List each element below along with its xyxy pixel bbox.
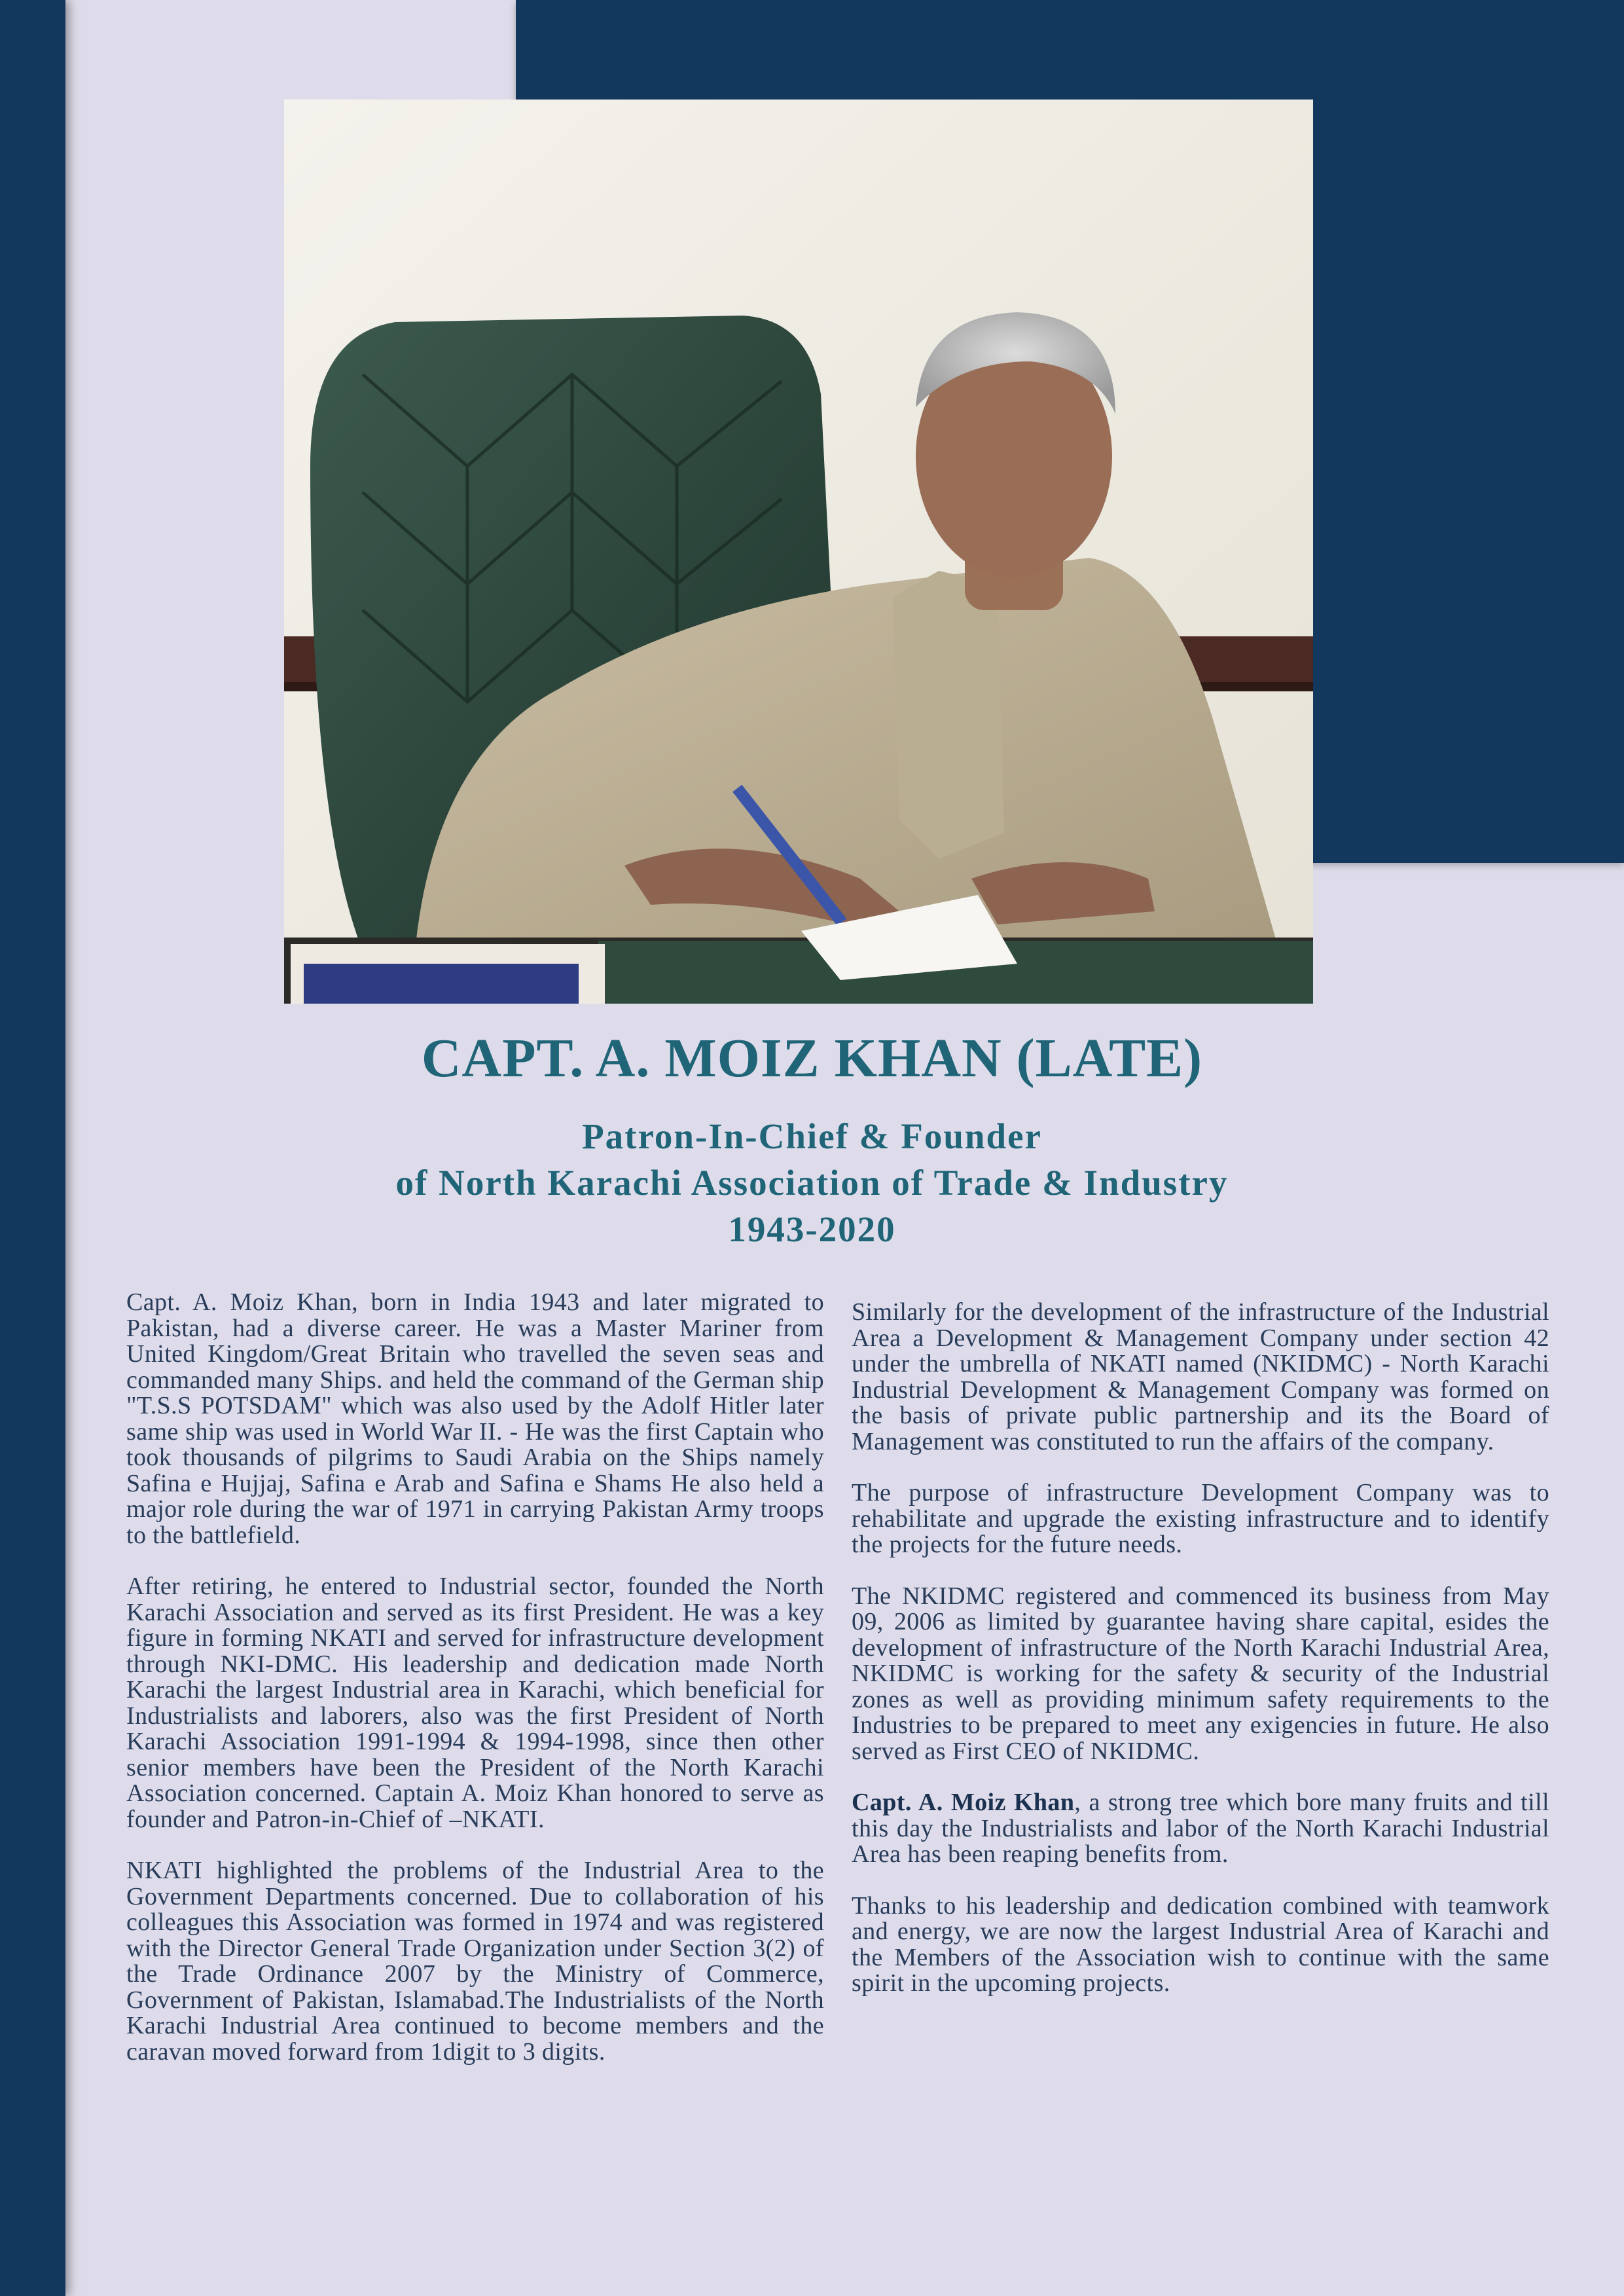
bio-paragraph-career: Capt. A. Moiz Khan, born in India 1943 and later migrated to Pakistan, had a diverse career. He was a Master Mariner from United Kingdom/Great Britain who travelled the seven seas and commanded many Ships. and held the command of the German ship "T.S.S POTSDAM" which was also used by the Adolf Hitler later same ship was used in World War II. - He was the first Captain who took thousands of pilgrims to Saudi Arabia on the Ships namely Safina e Hujjaj, Safina e Arab and Safina e Shams He also held a major role during the war of 1971 in carrying Pakistan Army troops to the battlefield.: [126, 1288, 824, 1549]
left-decor-bar: [0, 0, 65, 2296]
biography-right-column: [852, 1300, 1549, 2022]
subtitle-organization: of North Karachi Association of Trade & Industry: [395, 1163, 1229, 1203]
subtitle-role: Patron-In-Chief & Founder: [582, 1116, 1042, 1156]
bio-paragraph-nkidmc-formation: Similarly for the development of the infrastructure of the Industrial Area a Development & Management Company under section 42 under the umbrella of NKATI named (NKIDMC) - North Karachi Industrial Development & Management Company was formed on the basis of private public partnership and its the Board of Management was constituted to run the affairs of the company.: [852, 1298, 1549, 1455]
bio-paragraph-nkati: NKATI highlighted the problems of the Industrial Area to the Government Departments concerned. Due to collaboration of his colleagues this Association was formed in 1974 and was registered with the Director General Trade Organization under Section 3(2) of the Trade Ordinance 2007 by the Ministry of Commerce, Government of Pakistan, Islamabad.The Industrialists of the North Karachi Industrial Area continued to become members and the caravan moved forward from 1digit to 3 digits.: [126, 1857, 824, 2066]
subtitle-block: [65, 1113, 1559, 1252]
subtitle-years: 1943-2020: [728, 1209, 896, 1249]
bio-paragraph-purpose: The purpose of infrastructure Development Company was to rehabilitate and upgrade the existing infrastructure and to identify the projects for the future needs.: [852, 1479, 1549, 1558]
legacy-name-bold: Capt. A. Moiz Khan: [852, 1789, 1075, 1816]
portrait-photo: [284, 100, 1313, 1004]
bio-paragraph-thanks: Thanks to his leadership and dedication combined with teamwork and energy, we are now the largest Industrial Area of Karachi and the Members of the Association wish to continue with the same spirit in the upcoming projects.: [852, 1891, 1549, 1997]
bio-paragraph-registration: The NKIDMC registered and commenced its business from May 09, 2006 as limited by guarantee having share capital, esides the development of infrastructure of the North Karachi Industrial Area, NKIDMC is working for the safety & security of the Industrial zones as well as providing minimum safety requirements to the Industries to be prepared to meet any exigencies in future. He also served as First CEO of NKIDMC.: [852, 1582, 1549, 1765]
page-title: CAPT. A. MOIZ KHAN (LATE): [421, 1028, 1203, 1089]
legacy-text: , a strong tree which bore many fruits and till this day the Industrialists and labor of the North Karachi Industrial Area has been reaping benefits from.: [852, 1789, 1549, 1868]
bio-paragraph-industry: After retiring, he entered to Industrial sector, founded the North Karachi Association and served as its first President. He was a key figure in forming NKATI and served for infrastructure development through NKI-DMC. His leadership and dedication made North Karachi the largest Industrial area in Karachi, which beneficial for Industrialists and laborers, also was the first President of North Karachi Association 1991-1994 & 1994-1998, since then other senior members have been the President of the North Karachi Association concerned. Captain A. Moiz Khan honored to serve as founder and Patron-in-Chief of –NKATI.: [126, 1573, 824, 1833]
biography-left-column: [126, 1290, 824, 2090]
bio-paragraph-legacy: [852, 1790, 1549, 1868]
